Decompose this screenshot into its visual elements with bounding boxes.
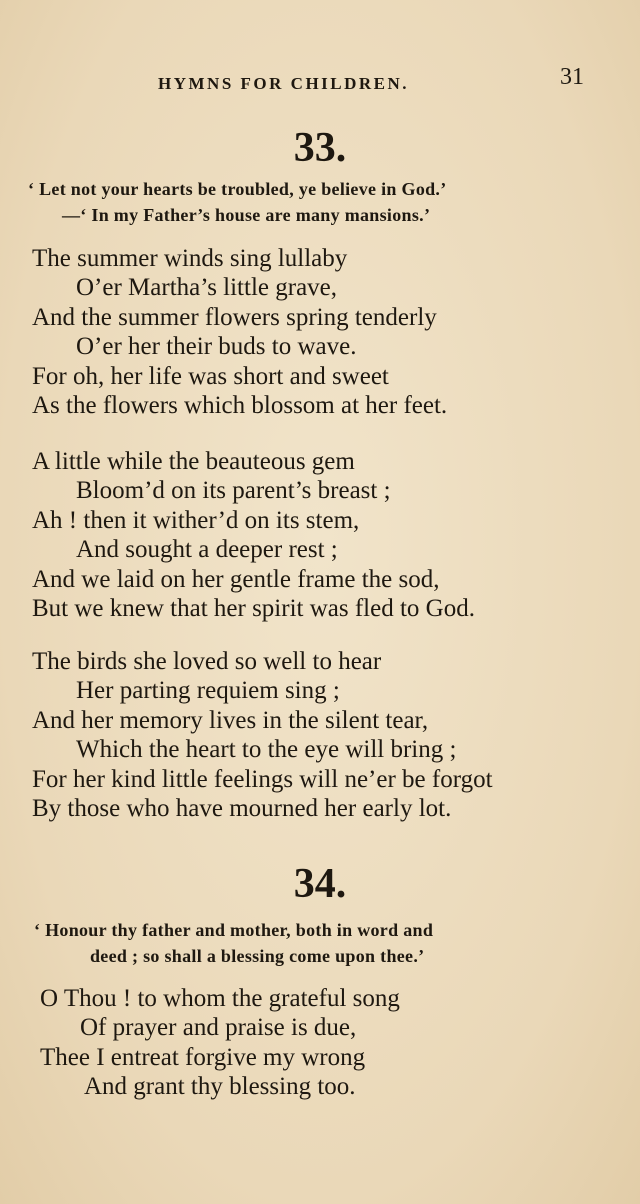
verse-line: Bloom’d on its parent’s breast ; — [76, 477, 391, 505]
hymn-33-stanza-2 — [32, 447, 622, 623]
verse-line: A little while the beauteous gem — [32, 448, 355, 475]
verse-line: And we laid on her gentle frame the sod, — [32, 565, 440, 593]
verse-line: The birds she loved so well to hear — [32, 648, 382, 675]
verse-line: And the summer flowers spring tenderly — [32, 303, 437, 331]
verse-line: But we knew that her spirit was fled to God. — [32, 595, 475, 623]
verse-line: And her memory lives in the silent tear, — [32, 706, 429, 734]
hymn-33-epigraph — [28, 176, 608, 228]
verse-line: And sought a deeper rest ; — [76, 536, 338, 564]
hymn-34-number: 34. — [293, 861, 347, 907]
verse-line: For oh, her life was short and sweet — [32, 362, 389, 390]
epigraph-line: ‘ Honour thy father and mother, both in word and — [34, 920, 434, 940]
hymn-33-stanza-3 — [32, 647, 622, 823]
verse-line: The summer winds sing lullaby — [32, 245, 348, 272]
verse-line: O Thou ! to whom the grateful song — [40, 985, 400, 1012]
page-header — [0, 64, 640, 94]
hymn-33-number: 33. — [293, 125, 347, 171]
verse-line: Ah ! then it wither’d on its stem, — [32, 506, 360, 534]
verse-line: O’er Martha’s little grave, — [76, 274, 338, 302]
verse-line: By those who have mourned her early lot. — [32, 795, 452, 823]
verse-line: For her kind little feelings will ne’er be forgot — [32, 765, 493, 793]
epigraph-line: —‘ In my Father’s house are many mansions.’ — [62, 205, 431, 225]
verse-line: And grant thy blessing too. — [84, 1073, 356, 1101]
hymn-34-stanza-1 — [32, 984, 622, 1102]
verse-line: Her parting requiem sing ; — [76, 677, 340, 705]
verse-line: Which the heart to the eye will bring ; — [76, 736, 457, 764]
verse-line: O’er her their buds to wave. — [76, 333, 357, 361]
hymn-34-epigraph — [28, 917, 608, 969]
hymn-33-stanza-1 — [32, 244, 622, 420]
verse-line: Of prayer and praise is due, — [80, 1014, 357, 1042]
epigraph-line: ‘ Let not your hearts be troubled, ye believe in God.’ — [28, 179, 447, 199]
verse-line: As the flowers which blossom at her feet. — [32, 392, 448, 420]
page-number: 31 — [560, 64, 584, 90]
epigraph-line: deed ; so shall a blessing come upon thee.’ — [90, 946, 425, 966]
verse-line: Thee I entreat forgive my wrong — [40, 1043, 366, 1071]
running-title: HYMNS FOR CHILDREN. — [158, 74, 410, 93]
